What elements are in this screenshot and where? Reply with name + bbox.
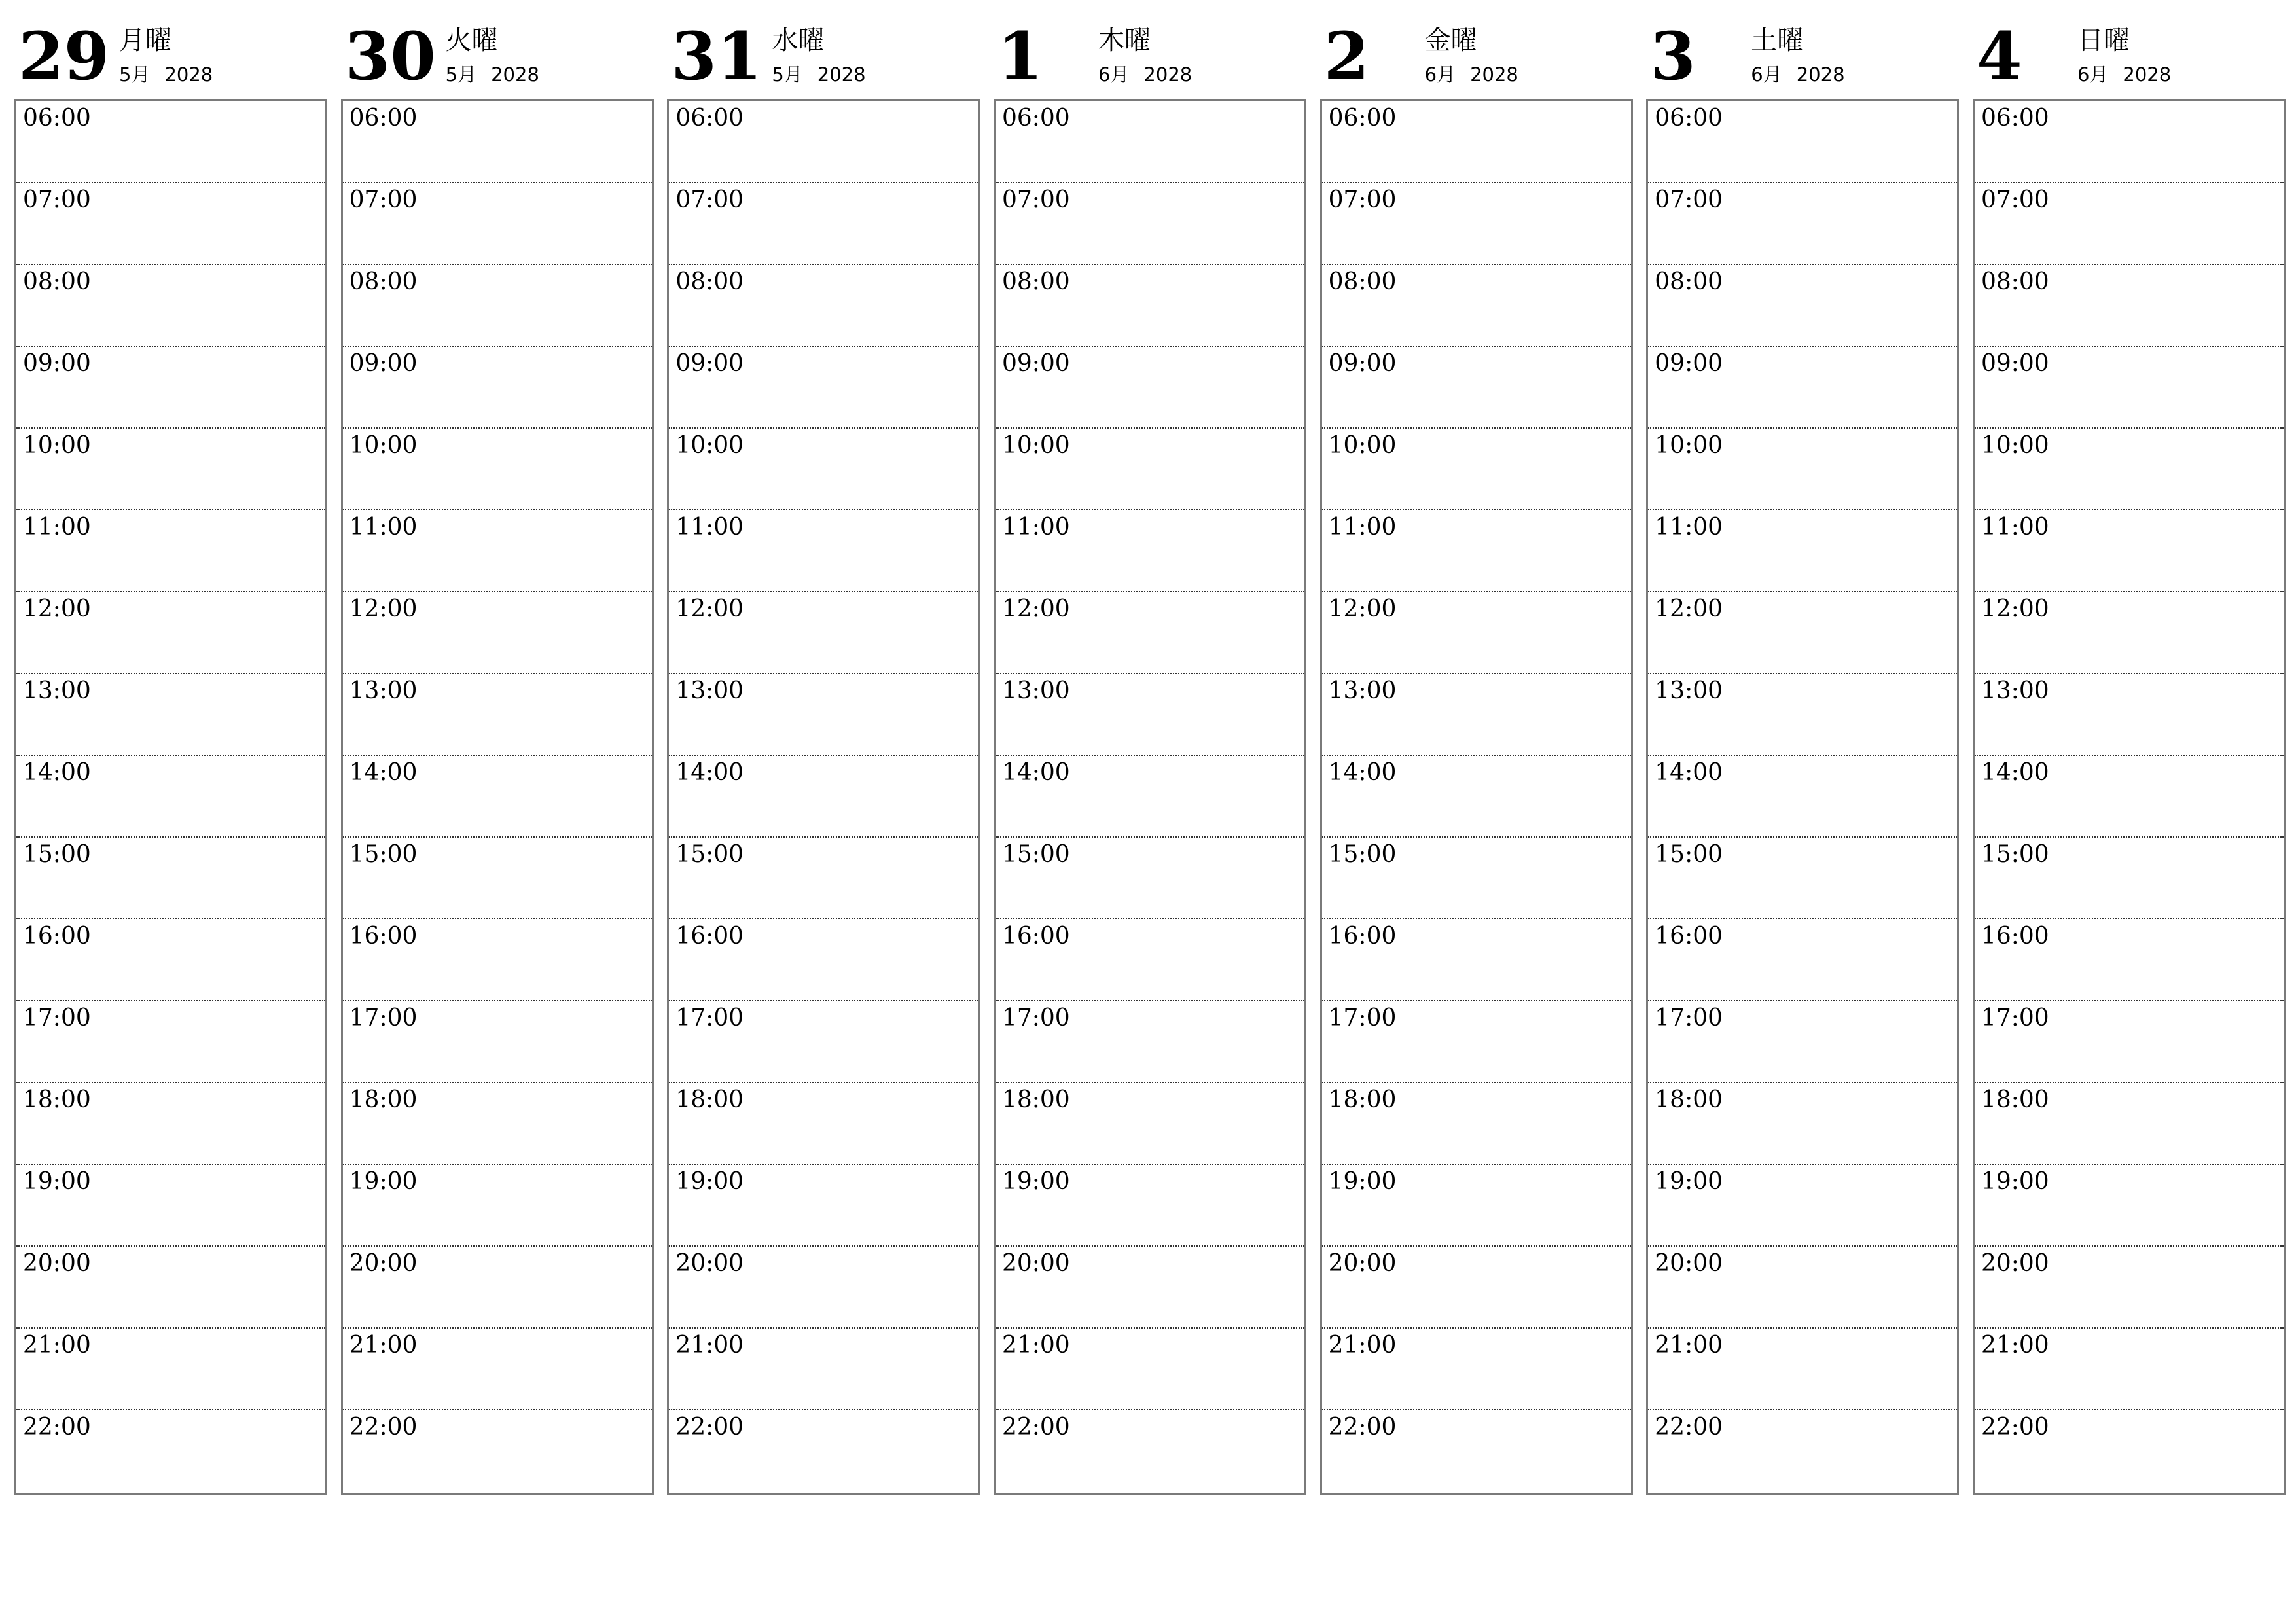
hour-label: 20:00	[1981, 1250, 2049, 1277]
hour-slot[interactable]	[1975, 101, 2284, 183]
hour-slot[interactable]	[343, 101, 652, 183]
hour-label: 18:00	[1655, 1086, 1723, 1113]
hour-label: 09:00	[23, 350, 91, 377]
hour-slot[interactable]	[16, 183, 325, 265]
hour-label: 19:00	[23, 1168, 91, 1195]
hour-label: 13:00	[1981, 677, 2049, 704]
hour-slot[interactable]	[1975, 1247, 2284, 1329]
hour-slot[interactable]	[1322, 1001, 1631, 1083]
hour-label: 10:00	[675, 432, 744, 459]
hour-label: 10:00	[1001, 432, 1070, 459]
hour-label: 09:00	[1001, 350, 1070, 377]
hour-slot[interactable]	[1648, 838, 1957, 919]
year-label: 2028	[1796, 63, 1845, 86]
hour-label: 07:00	[1328, 187, 1397, 213]
hour-slot[interactable]	[996, 1329, 1304, 1410]
year-label: 2028	[491, 63, 539, 86]
month-label: 5月	[772, 63, 803, 86]
hour-label: 10:00	[1981, 432, 2049, 459]
hour-label: 20:00	[1655, 1250, 1723, 1277]
day-schedule-box	[1320, 99, 1633, 1495]
day-number: 30	[344, 18, 436, 95]
hour-label: 20:00	[1328, 1250, 1397, 1277]
day-column	[1973, 14, 2286, 1500]
hour-slot[interactable]	[669, 1001, 978, 1083]
hour-label: 18:00	[1001, 1086, 1070, 1113]
hour-label: 22:00	[23, 1414, 91, 1440]
hour-slot[interactable]	[996, 429, 1304, 510]
month-label: 6月	[1751, 63, 1782, 86]
month-year	[2077, 62, 2171, 88]
hour-label: 20:00	[23, 1250, 91, 1277]
hour-label: 15:00	[675, 841, 744, 868]
hour-slot[interactable]	[1648, 756, 1957, 838]
hour-label: 07:00	[675, 187, 744, 213]
hour-label: 08:00	[675, 268, 744, 295]
hour-slot[interactable]	[1648, 1410, 1957, 1492]
hour-label: 06:00	[23, 105, 91, 132]
hour-label: 07:00	[1981, 187, 2049, 213]
hour-label: 21:00	[1981, 1332, 2049, 1359]
hour-slot[interactable]	[343, 1410, 652, 1492]
day-column	[14, 14, 327, 1500]
hour-slot[interactable]	[16, 1083, 325, 1165]
hour-label: 17:00	[1655, 1005, 1723, 1031]
hour-label: 09:00	[1328, 350, 1397, 377]
hour-label: 15:00	[1981, 841, 2049, 868]
hour-label: 20:00	[349, 1250, 418, 1277]
hour-slot[interactable]	[1648, 429, 1957, 510]
day-header	[14, 14, 327, 99]
hour-label: 16:00	[675, 923, 744, 950]
hour-label: 10:00	[1328, 432, 1397, 459]
hour-slot[interactable]	[343, 1083, 652, 1165]
hour-label: 16:00	[23, 923, 91, 950]
hour-label: 20:00	[1001, 1250, 1070, 1277]
hour-label: 16:00	[1981, 923, 2049, 950]
hour-label: 22:00	[1328, 1414, 1397, 1440]
hour-label: 14:00	[1001, 759, 1070, 786]
hour-slot[interactable]	[1322, 1083, 1631, 1165]
hour-slot[interactable]	[16, 1001, 325, 1083]
weekday-name: 木曜	[1098, 26, 1151, 56]
hour-slot[interactable]	[1322, 1247, 1631, 1329]
day-header	[1973, 14, 2286, 99]
hour-slot[interactable]	[343, 1329, 652, 1410]
hour-slot[interactable]	[1975, 674, 2284, 756]
hour-slot[interactable]	[343, 265, 652, 347]
hour-slot[interactable]	[669, 1247, 978, 1329]
hour-label: 19:00	[1655, 1168, 1723, 1195]
hour-label: 15:00	[1001, 841, 1070, 868]
hour-slot[interactable]	[343, 347, 652, 429]
hour-slot[interactable]	[1322, 674, 1631, 756]
hour-slot[interactable]	[1975, 510, 2284, 592]
hour-slot[interactable]	[1648, 674, 1957, 756]
hour-slot[interactable]	[1648, 1083, 1957, 1165]
year-label: 2028	[817, 63, 866, 86]
hour-slot[interactable]	[1322, 265, 1631, 347]
hour-slot[interactable]	[16, 1165, 325, 1247]
month-year	[1098, 62, 1192, 88]
hour-slot[interactable]	[669, 838, 978, 919]
hour-label: 17:00	[675, 1005, 744, 1031]
hour-slot[interactable]	[1322, 183, 1631, 265]
day-schedule-box	[994, 99, 1306, 1495]
hour-slot[interactable]	[669, 510, 978, 592]
day-schedule-box	[667, 99, 980, 1495]
hour-label: 10:00	[1655, 432, 1723, 459]
hour-slot[interactable]	[1322, 429, 1631, 510]
hour-slot[interactable]	[343, 1165, 652, 1247]
hour-slot[interactable]	[1975, 1165, 2284, 1247]
hour-label: 10:00	[23, 432, 91, 459]
hour-slot[interactable]	[669, 1329, 978, 1410]
day-column	[341, 14, 654, 1500]
hour-slot[interactable]	[1648, 919, 1957, 1001]
hour-label: 12:00	[1001, 596, 1070, 622]
month-label: 6月	[1098, 63, 1130, 86]
hour-slot[interactable]	[16, 101, 325, 183]
month-year	[1751, 62, 1844, 88]
hour-slot[interactable]	[16, 429, 325, 510]
day-header	[994, 14, 1306, 99]
hour-slot[interactable]	[1975, 919, 2284, 1001]
hour-slot[interactable]	[996, 1410, 1304, 1492]
hour-label: 18:00	[349, 1086, 418, 1113]
hour-slot[interactable]	[996, 1083, 1304, 1165]
hour-slot[interactable]	[16, 674, 325, 756]
hour-slot[interactable]	[1975, 756, 2284, 838]
hour-label: 09:00	[1655, 350, 1723, 377]
hour-label: 17:00	[1981, 1005, 2049, 1031]
hour-label: 19:00	[1001, 1168, 1070, 1195]
hour-slot[interactable]	[343, 1001, 652, 1083]
hour-label: 21:00	[1655, 1332, 1723, 1359]
hour-label: 16:00	[1655, 923, 1723, 950]
hour-label: 09:00	[349, 350, 418, 377]
hour-slot[interactable]	[1975, 183, 2284, 265]
hour-slot[interactable]	[16, 838, 325, 919]
hour-label: 13:00	[1328, 677, 1397, 704]
hour-slot[interactable]	[996, 838, 1304, 919]
hour-slot[interactable]	[343, 919, 652, 1001]
hour-label: 19:00	[675, 1168, 744, 1195]
hour-slot[interactable]	[996, 674, 1304, 756]
hour-slot[interactable]	[669, 183, 978, 265]
hour-label: 22:00	[1981, 1414, 2049, 1440]
weekday-name: 火曜	[445, 26, 498, 56]
day-schedule-box	[341, 99, 654, 1495]
month-label: 6月	[2077, 63, 2109, 86]
hour-label: 19:00	[1328, 1168, 1397, 1195]
weekday-name: 月曜	[119, 26, 171, 56]
hour-slot[interactable]	[996, 510, 1304, 592]
hour-label: 15:00	[1655, 841, 1723, 868]
hour-label: 21:00	[349, 1332, 418, 1359]
hour-label: 22:00	[1001, 1414, 1070, 1440]
hour-label: 08:00	[349, 268, 418, 295]
hour-slot[interactable]	[1648, 183, 1957, 265]
hour-label: 08:00	[1328, 268, 1397, 295]
hour-slot[interactable]	[1648, 1329, 1957, 1410]
hour-label: 15:00	[1328, 841, 1397, 868]
hour-label: 14:00	[349, 759, 418, 786]
hour-label: 12:00	[1328, 596, 1397, 622]
hour-label: 13:00	[1001, 677, 1070, 704]
hour-slot[interactable]	[1322, 756, 1631, 838]
day-column	[667, 14, 980, 1500]
hour-label: 21:00	[1001, 1332, 1070, 1359]
hour-label: 12:00	[23, 596, 91, 622]
hour-slot[interactable]	[1975, 265, 2284, 347]
day-number: 3	[1650, 18, 1696, 95]
hour-slot[interactable]	[16, 1410, 325, 1492]
hour-label: 11:00	[1001, 514, 1070, 541]
hour-label: 12:00	[1655, 596, 1723, 622]
hour-slot[interactable]	[1648, 265, 1957, 347]
hour-label: 11:00	[349, 514, 418, 541]
hour-slot[interactable]	[343, 1247, 652, 1329]
hour-label: 21:00	[1328, 1332, 1397, 1359]
hour-slot[interactable]	[1648, 1165, 1957, 1247]
hour-slot[interactable]	[669, 1165, 978, 1247]
hour-label: 14:00	[675, 759, 744, 786]
day-number: 29	[18, 18, 110, 95]
month-label: 5月	[119, 63, 151, 86]
hour-label: 11:00	[1981, 514, 2049, 541]
weekday-name: 水曜	[772, 26, 825, 56]
hour-label: 14:00	[1981, 759, 2049, 786]
month-label: 6月	[1424, 63, 1456, 86]
hour-slot[interactable]	[669, 347, 978, 429]
hour-label: 18:00	[23, 1086, 91, 1113]
hour-slot[interactable]	[669, 265, 978, 347]
hour-slot[interactable]	[16, 1329, 325, 1410]
hour-label: 07:00	[1001, 187, 1070, 213]
hour-slot[interactable]	[16, 510, 325, 592]
hour-label: 07:00	[1655, 187, 1723, 213]
hour-label: 13:00	[23, 677, 91, 704]
hour-slot[interactable]	[1648, 592, 1957, 674]
hour-label: 15:00	[23, 841, 91, 868]
hour-label: 13:00	[349, 677, 418, 704]
hour-slot[interactable]	[996, 1165, 1304, 1247]
weekday-name: 金曜	[1424, 26, 1477, 56]
hour-label: 08:00	[1981, 268, 2049, 295]
hour-label: 16:00	[349, 923, 418, 950]
hour-slot[interactable]	[669, 592, 978, 674]
hour-slot[interactable]	[16, 592, 325, 674]
year-label: 2028	[164, 63, 213, 86]
hour-slot[interactable]	[996, 101, 1304, 183]
hour-label: 08:00	[1655, 268, 1723, 295]
hour-label: 17:00	[23, 1005, 91, 1031]
hour-slot[interactable]	[669, 756, 978, 838]
day-header	[1320, 14, 1633, 99]
day-schedule-box	[1646, 99, 1959, 1495]
hour-label: 06:00	[349, 105, 418, 132]
hour-label: 17:00	[1001, 1005, 1070, 1031]
hour-label: 07:00	[23, 187, 91, 213]
hour-label: 19:00	[349, 1168, 418, 1195]
day-number: 4	[1976, 18, 2022, 95]
hour-label: 17:00	[349, 1005, 418, 1031]
day-header	[341, 14, 654, 99]
hour-label: 09:00	[1981, 350, 2049, 377]
hour-slot[interactable]	[996, 183, 1304, 265]
hour-label: 11:00	[1655, 514, 1723, 541]
hour-label: 06:00	[1001, 105, 1070, 132]
hour-label: 17:00	[1328, 1005, 1397, 1031]
hour-slot[interactable]	[1648, 1247, 1957, 1329]
hour-label: 08:00	[23, 268, 91, 295]
hour-slot[interactable]	[669, 1410, 978, 1492]
hour-label: 18:00	[1981, 1086, 2049, 1113]
hour-slot[interactable]	[1322, 510, 1631, 592]
hour-label: 22:00	[349, 1414, 418, 1440]
day-schedule-box	[1973, 99, 2286, 1495]
hour-slot[interactable]	[343, 429, 652, 510]
hour-slot[interactable]	[669, 101, 978, 183]
hour-label: 07:00	[349, 187, 418, 213]
hour-slot[interactable]	[343, 674, 652, 756]
hour-slot[interactable]	[16, 347, 325, 429]
day-number: 1	[997, 18, 1043, 95]
weekday-name: 土曜	[1751, 26, 1804, 56]
hour-slot[interactable]	[996, 919, 1304, 1001]
hour-slot[interactable]	[1975, 1329, 2284, 1410]
hour-label: 09:00	[675, 350, 744, 377]
hour-label: 12:00	[349, 596, 418, 622]
hour-slot[interactable]	[1975, 1001, 2284, 1083]
month-year	[772, 62, 865, 88]
hour-slot[interactable]	[1975, 592, 2284, 674]
day-column	[994, 14, 1306, 1500]
hour-slot[interactable]	[1322, 1410, 1631, 1492]
hour-label: 21:00	[23, 1332, 91, 1359]
hour-slot[interactable]	[1322, 1165, 1631, 1247]
hour-label: 08:00	[1001, 268, 1070, 295]
hour-slot[interactable]	[996, 592, 1304, 674]
day-number: 2	[1323, 18, 1370, 95]
hour-slot[interactable]	[996, 265, 1304, 347]
hour-slot[interactable]	[1322, 838, 1631, 919]
hour-slot[interactable]	[996, 1001, 1304, 1083]
hour-slot[interactable]	[1975, 347, 2284, 429]
hour-label: 15:00	[349, 841, 418, 868]
hour-label: 11:00	[23, 514, 91, 541]
hour-label: 14:00	[1328, 759, 1397, 786]
hour-slot[interactable]	[669, 674, 978, 756]
day-column	[1320, 14, 1633, 1500]
hour-slot[interactable]	[1648, 347, 1957, 429]
hour-slot[interactable]	[343, 592, 652, 674]
day-header	[1646, 14, 1959, 99]
hour-slot[interactable]	[996, 347, 1304, 429]
week-grid	[14, 14, 2286, 1500]
hour-slot[interactable]	[1975, 1083, 2284, 1165]
hour-slot[interactable]	[1975, 838, 2284, 919]
month-label: 5月	[445, 63, 477, 86]
hour-label: 22:00	[1655, 1414, 1723, 1440]
year-label: 2028	[1143, 63, 1193, 86]
month-year	[119, 62, 213, 88]
hour-slot[interactable]	[1648, 1001, 1957, 1083]
hour-label: 19:00	[1981, 1168, 2049, 1195]
hour-slot[interactable]	[16, 1247, 325, 1329]
hour-slot[interactable]	[669, 429, 978, 510]
hour-label: 16:00	[1328, 923, 1397, 950]
hour-label: 12:00	[1981, 596, 2049, 622]
hour-slot[interactable]	[669, 919, 978, 1001]
hour-label: 22:00	[675, 1414, 744, 1440]
hour-label: 13:00	[1655, 677, 1723, 704]
hour-slot[interactable]	[996, 756, 1304, 838]
hour-slot[interactable]	[343, 183, 652, 265]
hour-label: 20:00	[675, 1250, 744, 1277]
day-schedule-box	[14, 99, 327, 1495]
month-year	[446, 62, 539, 88]
hour-slot[interactable]	[1322, 592, 1631, 674]
day-column	[1646, 14, 1959, 1500]
hour-label: 06:00	[675, 105, 744, 132]
hour-slot[interactable]	[1322, 919, 1631, 1001]
hour-label: 06:00	[1981, 105, 2049, 132]
hour-slot[interactable]	[1975, 429, 2284, 510]
hour-label: 06:00	[1328, 105, 1397, 132]
hour-slot[interactable]	[1322, 101, 1631, 183]
hour-label: 18:00	[1328, 1086, 1397, 1113]
hour-label: 21:00	[675, 1332, 744, 1359]
hour-label: 06:00	[1655, 105, 1723, 132]
hour-slot[interactable]	[16, 265, 325, 347]
weekday-name: 日曜	[2077, 26, 2130, 56]
hour-label: 10:00	[349, 432, 418, 459]
day-header	[667, 14, 980, 99]
hour-slot[interactable]	[669, 1083, 978, 1165]
hour-label: 11:00	[1328, 514, 1397, 541]
hour-label: 11:00	[675, 514, 744, 541]
year-label: 2028	[2123, 63, 2172, 86]
hour-label: 12:00	[675, 596, 744, 622]
month-year	[1425, 62, 1518, 88]
hour-label: 14:00	[23, 759, 91, 786]
hour-label: 13:00	[675, 677, 744, 704]
hour-label: 14:00	[1655, 759, 1723, 786]
hour-slot[interactable]	[343, 756, 652, 838]
hour-slot[interactable]	[1975, 1410, 2284, 1492]
hour-slot[interactable]	[16, 919, 325, 1001]
hour-label: 18:00	[675, 1086, 744, 1113]
hour-slot[interactable]	[16, 756, 325, 838]
hour-slot[interactable]	[1322, 1329, 1631, 1410]
year-label: 2028	[1470, 63, 1518, 86]
day-number: 31	[671, 18, 762, 95]
hour-slot[interactable]	[1322, 347, 1631, 429]
hour-label: 16:00	[1001, 923, 1070, 950]
hour-slot[interactable]	[1648, 510, 1957, 592]
hour-slot[interactable]	[1648, 101, 1957, 183]
hour-slot[interactable]	[343, 838, 652, 919]
hour-slot[interactable]	[343, 510, 652, 592]
hour-slot[interactable]	[996, 1247, 1304, 1329]
